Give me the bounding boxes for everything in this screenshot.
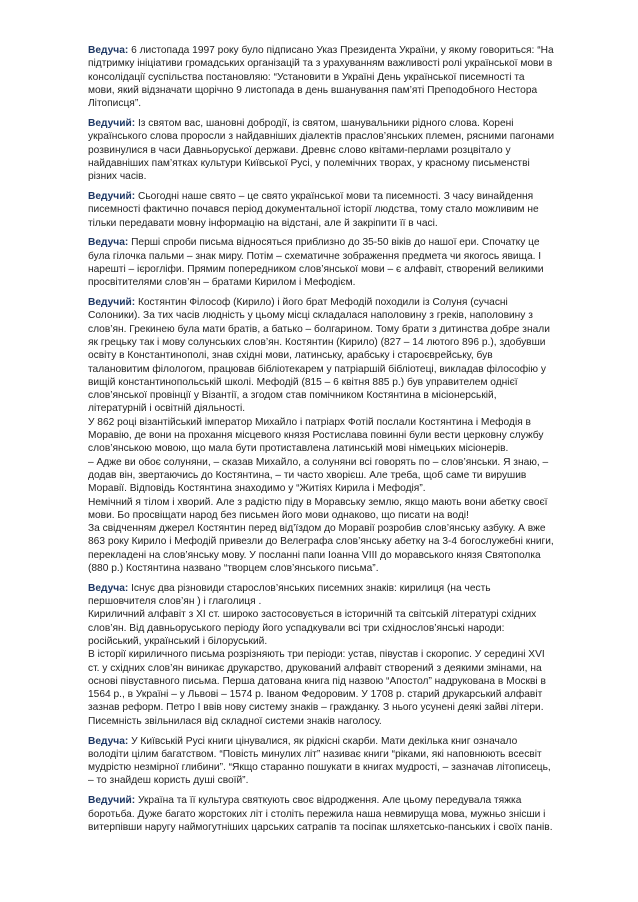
- line-text: – то знайдеш користь душі своїй”.: [88, 775, 249, 787]
- text-line: [88, 748, 574, 761]
- text-line: [88, 117, 574, 130]
- line-text: талановитим філологом, працював бібліотекарем у патріаршій бібліотеці, викладав філософію у: [88, 363, 546, 375]
- line-text: перекладені на слов’янську мову. У посланні папи Іоанна VIII до моравського князя Святополка: [88, 549, 541, 561]
- text-line: [88, 157, 574, 170]
- document-body: [88, 44, 574, 841]
- line-text: додав він, звертаючись до Костянтина, – ти часто хворієш. Але треба, щоб саме ти вирушив: [88, 469, 527, 481]
- dialogue-paragraph: [88, 44, 574, 110]
- text-line: [88, 217, 574, 230]
- text-line: [88, 761, 574, 774]
- text-line: [88, 522, 574, 535]
- text-line: [88, 662, 574, 675]
- dialogue-paragraph: [88, 794, 574, 834]
- line-text: тільки передавати мовну інформацію на відстані, але й закріпити її в часі.: [88, 217, 438, 229]
- text-line: [88, 549, 574, 562]
- text-line: [88, 296, 574, 309]
- line-text: літературній і освітній діяльності.: [88, 403, 246, 415]
- line-text: підтримку ініціативи громадських організацій та з урахуванням важливості ролі української мови в: [88, 58, 553, 70]
- text-line: [88, 648, 574, 661]
- text-line: [88, 535, 574, 548]
- speaker-label: Ведуча:: [88, 45, 129, 56]
- text-line: [88, 774, 574, 787]
- text-line: [88, 57, 574, 70]
- text-line: [88, 416, 574, 429]
- line-text: боротьба. Дуже багато жорстоких літ і століть пережила наша невмируща мова, мужньо знісши і: [88, 808, 546, 820]
- line-text: В історії кириличного письма розрізняють три періоди: устав, півустав і скоропис. У середині XVI: [88, 649, 545, 661]
- line-text: першовчителя слов’ян ) і глаголиця .: [88, 596, 262, 608]
- line-text: нарешті – ієрогліфи. Прямим попередником слов’янської мови – є алфавіт, створений великими: [88, 263, 544, 275]
- line-text: писемності фактично почався період документальної історії людства, тому стало можливим не: [88, 204, 539, 216]
- speaker-label: Ведучий:: [88, 117, 136, 129]
- line-text: ст. у східних слов’ян виникає друкарство, друкований алфавіт створений з деякими змінами, на: [88, 662, 542, 674]
- line-text: За свідченням джерел Костянтин перед від’їздом до Моравії розробив слов’янську азбуку. А вже: [88, 523, 546, 535]
- line-text: консолідації суспільства постановляю: “Установити в Україні День української писемності та: [88, 71, 525, 83]
- text-line: [88, 675, 574, 688]
- dialogue-paragraph: [88, 296, 574, 575]
- text-line: [88, 336, 574, 349]
- text-line: [88, 688, 574, 701]
- text-line: [88, 402, 574, 415]
- line-text: мови. Бо просвіщати народ без письмен його мови однаково, що писати на воді!: [88, 509, 469, 521]
- dialogue-paragraph: [88, 236, 574, 289]
- text-line: [88, 821, 574, 834]
- text-line: [88, 608, 574, 621]
- text-line: [88, 389, 574, 402]
- text-line: [88, 794, 574, 807]
- line-text: Костянтин Філософ (Кирило) і його брат Мефодій походили із Солуня (сучасні: [135, 297, 508, 309]
- line-text: слов’янської провінції у Візантії, а згодом став помічником Костянтина в місіонерській,: [88, 390, 497, 402]
- text-line: [88, 236, 574, 249]
- text-line: [88, 622, 574, 635]
- text-line: [88, 735, 574, 748]
- text-line: [88, 309, 574, 322]
- text-line: [88, 71, 574, 84]
- line-text: зазнав реформ. Петро І ввів нову систему знаків – гражданку. З нього усунені деякі зайві літери.: [88, 702, 544, 714]
- line-text: слов’ян. Від давньоруського періоду його успадкували всі три східнослов’янські народи:: [88, 622, 505, 634]
- speaker-label: Ведуча:: [88, 735, 129, 747]
- line-text: Немічний я тілом і хворий. Але з радістю піду в Моравську землю, якщо мають вони абетку своєї: [88, 496, 548, 508]
- text-line: [88, 190, 574, 203]
- speaker-label: Ведуча:: [88, 237, 129, 249]
- line-text: Існує два різновиди старослов’янських писемних знаків: кирилиця (на честь: [128, 582, 491, 594]
- speaker-label: Ведучий:: [88, 190, 136, 202]
- line-text: освіту в Константинополі, знав східні мови, латинську, арабську і староєврейську, був: [88, 350, 493, 362]
- line-text: вищій константинопольській школі. Мефодій (815 – 6 квітня 885 р.) був управителем однієї: [88, 376, 518, 388]
- text-line: [88, 429, 574, 442]
- text-line: [88, 323, 574, 336]
- dialogue-paragraph: [88, 117, 574, 183]
- line-text: У Київській Русі книги цінувалися, як рідкісні скарби. Мати декілька книг означало: [128, 735, 518, 747]
- line-text: українського слова проросли з найдавніших діалектів праслов’янських племен, рясними пагонами: [88, 131, 555, 143]
- line-text: володіти цілим багатством. “Повість минулих літ” називає книги “ріками, які наповнюють всесвіт: [88, 748, 542, 760]
- line-text: найдавніших пам’ятках культури Київської Русі, у полемічних творах, у красному письменстві: [88, 157, 530, 169]
- text-line: [88, 203, 574, 216]
- line-text: витерпівши наругу наймогутніших царських сатрапів та посіпак шляхетсько-панських і своїх панів.: [88, 821, 553, 833]
- text-line: [88, 144, 574, 157]
- text-line: [88, 97, 574, 110]
- text-line: [88, 250, 574, 263]
- line-text: – Адже ви обоє солуняни, – сказав Михайло, а солуняни всі говорять по – слов’янськи. Я знаю, –: [88, 456, 549, 468]
- line-text: Моравії. Відповідь Костянтина знаходимо у “Житіях Кирила і Мефодія”.: [88, 483, 426, 495]
- text-line: [88, 595, 574, 608]
- line-text: Солоники). За тих часів людність у цьому місці складалася наполовину з греків, наполовину з: [88, 310, 533, 322]
- text-line: [88, 562, 574, 575]
- text-line: [88, 582, 574, 595]
- line-text: мудрістю незмірної глибини”. “Якщо старанно пошукати в книгах мудрості, – зазначав літописець,: [88, 762, 551, 774]
- line-text: як грецьку так і мову солунських слов’ян. Костянтин (Кирило) (827 – 14 лютого 896 р.), здобувши: [88, 336, 546, 348]
- line-text: Кириличний алфавіт з XI ст. широко застосовується в історичній та світській літературі східних: [88, 609, 537, 621]
- line-text: була гілочка пальми – знак миру. Потім – схематичне зображення предмета чи якогось явища. І: [88, 250, 542, 262]
- text-line: [88, 84, 574, 97]
- line-text: Перші спроби письма відносяться приблизно до 35-50 віків до нашої ери. Спочатку це: [128, 237, 540, 249]
- speaker-label: Ведучий:: [88, 795, 136, 807]
- text-line: [88, 170, 574, 183]
- text-line: [88, 276, 574, 289]
- text-line: [88, 456, 574, 469]
- line-text: слов’ян. Грекинею була мати братів, а батько – болгарином. Тому брати з дитинства добре знали: [88, 323, 550, 335]
- line-text: Літописця”.: [88, 98, 142, 110]
- text-line: [88, 701, 574, 714]
- text-line: [88, 715, 574, 728]
- text-line: [88, 263, 574, 276]
- dialogue-paragraph: [88, 582, 574, 728]
- line-text: 863 року Кирило і Мефодій привезли до Велеграфа слов’янську абетку на 3-4 богослужебні книги,: [88, 536, 554, 548]
- line-text: (880 р.) Костянтина названо “творцем слов’янського письма”.: [88, 562, 379, 574]
- dialogue-paragraph: [88, 735, 574, 788]
- text-line: [88, 635, 574, 648]
- text-line: [88, 808, 574, 821]
- line-text: Писемність звільнилася від складної системи знаків наголосу.: [88, 715, 382, 727]
- line-text: Із святом вас, шановні добродії, із святом, шанувальники рідного слова. Корені: [135, 117, 514, 129]
- text-line: [88, 44, 574, 57]
- dialogue-paragraph: [88, 190, 574, 230]
- text-line: [88, 482, 574, 495]
- line-text: просвітителями слов’ян – братами Кирилом і Мефодієм.: [88, 277, 356, 289]
- line-text: різних часів.: [88, 171, 147, 183]
- line-text: 1564 р., в Україні – у Львові – 1574 р. Іваном Федоровим. У 1708 р. старий друкарський алфавіт: [88, 689, 543, 701]
- line-text: мови, який відзначати щорічно 9 листопада в день вшанування пам’яті Преподобного Нестора: [88, 84, 538, 96]
- line-text: основі півуставного письма. Перша датована книга під назвою “Апостол” надрукована в Москві в: [88, 675, 546, 687]
- text-line: [88, 349, 574, 362]
- speaker-label: Ведучий:: [88, 297, 136, 309]
- line-text: Моравію, де вони на прохання місцевого князя Ростислава повинні були вести церковну службу: [88, 430, 544, 442]
- line-text: У 862 році візантійський імператор Михайло і патріарх Фотій послали Костянтина і Мефодія в: [88, 416, 531, 428]
- text-line: [88, 130, 574, 143]
- line-text: слов’янською мовою, що мала бути протиставлена латинській мові німецьких місіонерів.: [88, 443, 509, 455]
- line-text: розвинулися в часи Давньоруської держави. Древнє слово квітами-перлами розцвітало у: [88, 144, 511, 156]
- text-line: [88, 363, 574, 376]
- text-line: [88, 376, 574, 389]
- text-line: [88, 469, 574, 482]
- text-line: [88, 509, 574, 522]
- line-text: російський, український і білоруський.: [88, 635, 268, 647]
- line-text: 6 листопада 1997 року було підписано Указ Президента України, у якому говориться: “На: [128, 45, 554, 56]
- line-text: Сьогодні наше свято – це свято української мови та писемності. З часу винайдення: [135, 190, 534, 202]
- text-line: [88, 442, 574, 455]
- text-line: [88, 496, 574, 509]
- speaker-label: Ведуча:: [88, 582, 129, 594]
- line-text: Україна та її культура святкують своє відродження. Але цьому передувала тяжка: [135, 795, 522, 807]
